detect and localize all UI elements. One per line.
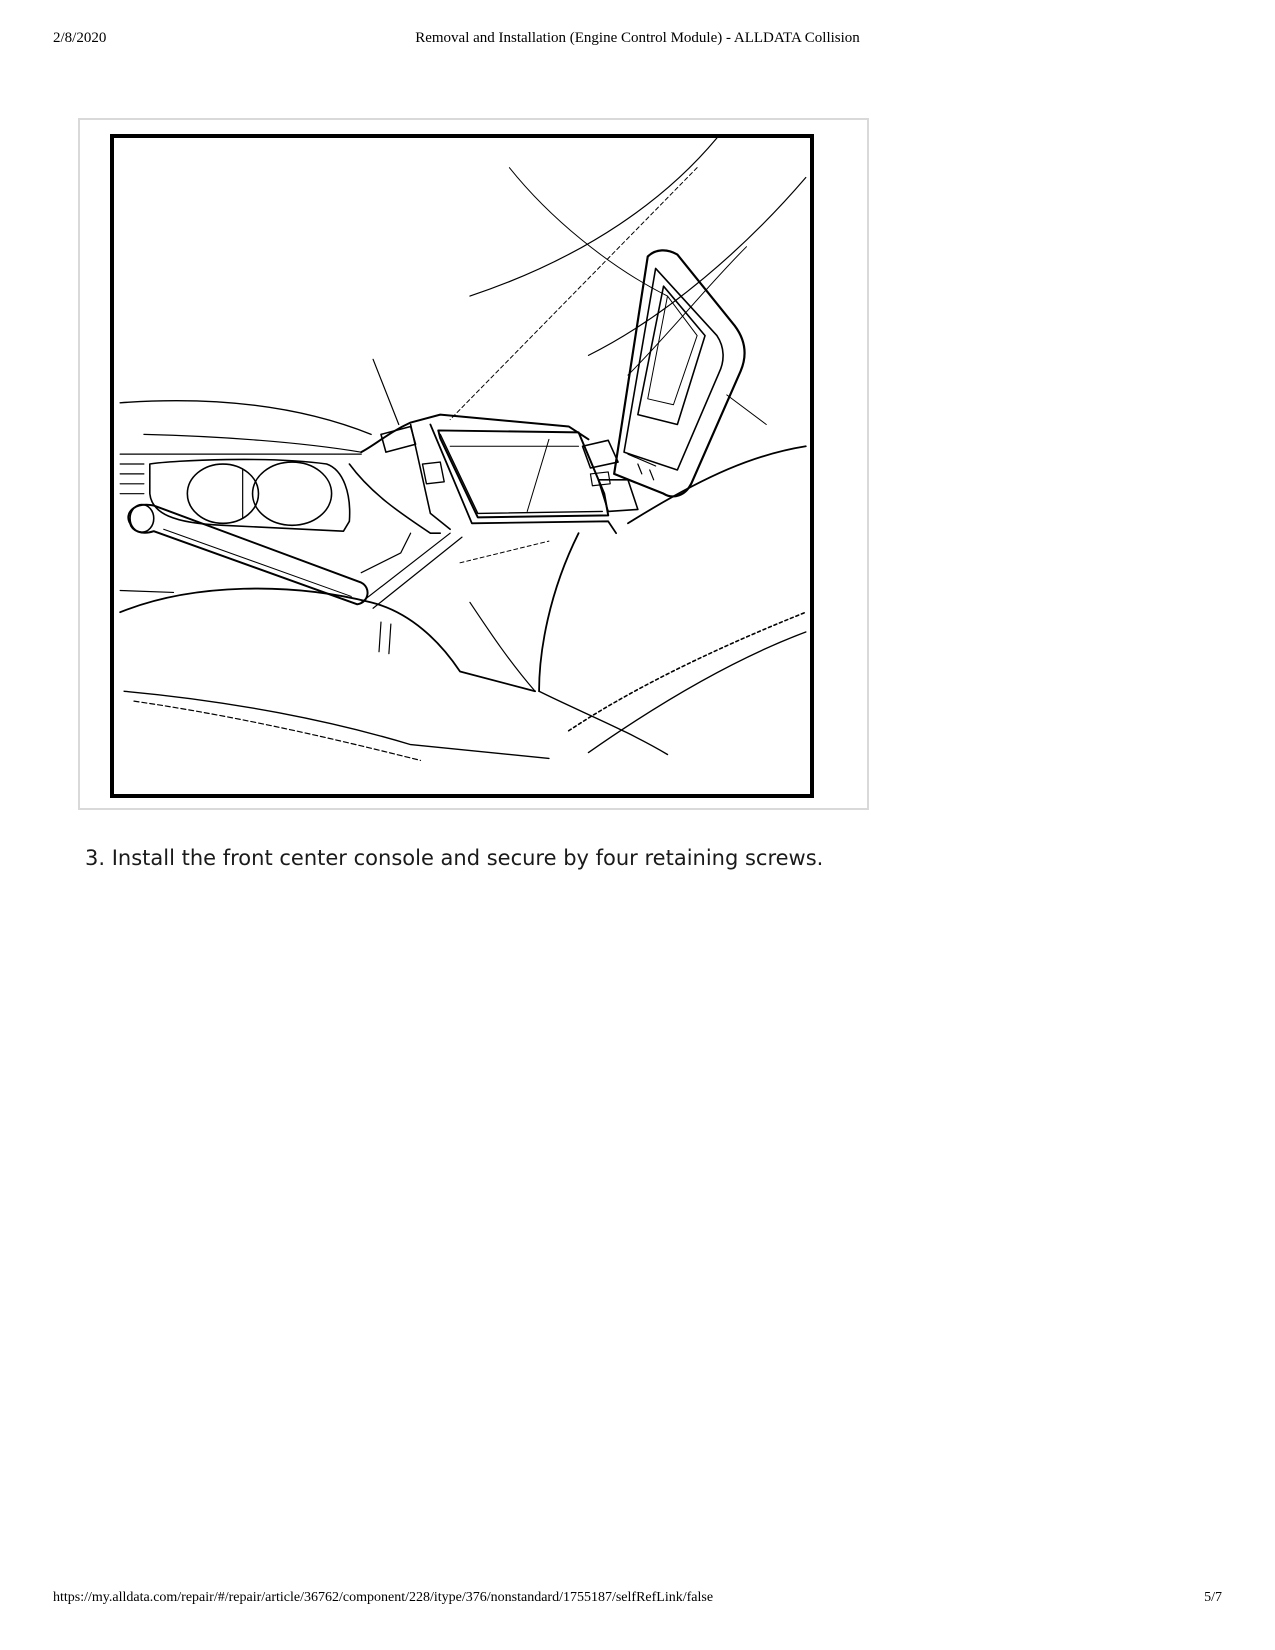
console-illustration xyxy=(110,134,814,798)
figure-frame xyxy=(78,118,869,810)
print-date: 2/8/2020 xyxy=(53,30,107,46)
page-number: 5/7 xyxy=(1204,1590,1222,1605)
step-3-instruction: 3. Install the front center console and secure by four retaining screws. xyxy=(85,846,824,870)
source-url: https://my.alldata.com/repair/#/repair/article/36762/component/228/itype/376/nonstandard/1755187/selfRefLink/false xyxy=(53,1590,714,1605)
page-header xyxy=(53,30,1222,54)
page-footer xyxy=(53,1590,1222,1612)
document-title: Removal and Installation (Engine Control Module) - ALLDATA Collision xyxy=(415,30,860,46)
